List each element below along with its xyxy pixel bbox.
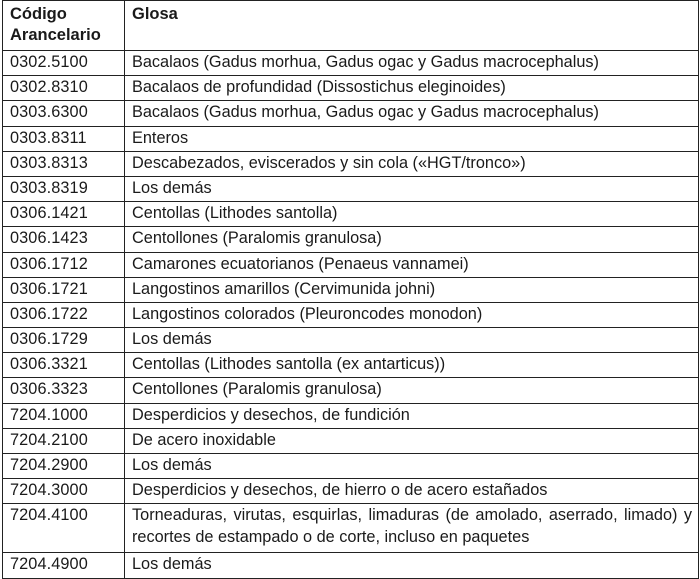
row-glosa: Centollones (Paralomis granulosa) [125, 227, 699, 252]
row-code: 0302.5100 [3, 51, 125, 76]
table-row [3, 328, 699, 353]
table-row [3, 378, 699, 403]
table-row [3, 176, 699, 201]
row-code: 0302.8310 [3, 76, 125, 101]
row-code: 7204.2900 [3, 454, 125, 479]
row-code: 0306.1421 [3, 202, 125, 227]
row-code: 7204.4100 [3, 504, 125, 553]
table-row [3, 403, 699, 428]
row-glosa: Langostinos colorados (Pleuroncodes monodon) [125, 302, 699, 327]
row-glosa: Los demás [125, 176, 699, 201]
row-code: 0306.3323 [3, 378, 125, 403]
row-glosa: Centollas (Lithodes santolla) [125, 202, 699, 227]
table-row [3, 353, 699, 378]
row-code: 0306.1729 [3, 328, 125, 353]
row-code: 0306.1423 [3, 227, 125, 252]
row-glosa: Los demás [125, 328, 699, 353]
row-code: 0303.8311 [3, 126, 125, 151]
table-row [3, 553, 699, 578]
table-row [3, 479, 699, 504]
row-code: 7204.2100 [3, 428, 125, 453]
row-glosa: Centollas (Lithodes santolla (ex antarticus)) [125, 353, 699, 378]
document-page [2, 0, 698, 575]
table-row [3, 302, 699, 327]
row-code: 0303.6300 [3, 101, 125, 126]
header-glosa: Glosa [125, 1, 699, 51]
table-row [3, 51, 699, 76]
row-code: 0306.1721 [3, 277, 125, 302]
row-code: 0306.3321 [3, 353, 125, 378]
row-code: 0306.1722 [3, 302, 125, 327]
header-codigo-arancelario: Código Arancelario [3, 1, 125, 51]
row-code: 7204.1000 [3, 403, 125, 428]
row-code: 7204.3000 [3, 479, 125, 504]
row-glosa: Desperdicios y desechos, de fundición [125, 403, 699, 428]
table-row [3, 101, 699, 126]
row-code: 0303.8313 [3, 151, 125, 176]
table-row [3, 504, 699, 553]
row-glosa: Los demás [125, 454, 699, 479]
row-glosa: Bacalaos (Gadus morhua, Gadus ogac y Gadus macrocephalus) [125, 101, 699, 126]
row-glosa: Torneaduras, virutas, esquirlas, limaduras (de amolado, aserrado, limado) y recortes de estampado o de corte, incluso en paquetes [125, 504, 699, 553]
table-header-row [3, 1, 699, 51]
table-row [3, 252, 699, 277]
row-code: 0303.8319 [3, 176, 125, 201]
row-glosa: Bacalaos (Gadus morhua, Gadus ogac y Gadus macrocephalus) [125, 51, 699, 76]
table-row [3, 151, 699, 176]
row-glosa: Desperdicios y desechos, de hierro o de acero estañados [125, 479, 699, 504]
row-glosa: Enteros [125, 126, 699, 151]
table-row [3, 277, 699, 302]
row-glosa: Los demás [125, 553, 699, 578]
row-glosa: Bacalaos de profundidad (Dissostichus eleginoides) [125, 76, 699, 101]
table-row [3, 126, 699, 151]
table-row [3, 202, 699, 227]
table-row [3, 428, 699, 453]
row-glosa: Descabezados, eviscerados y sin cola («HGT/tronco») [125, 151, 699, 176]
row-glosa: Centollones (Paralomis granulosa) [125, 378, 699, 403]
table-row [3, 76, 699, 101]
table-row [3, 227, 699, 252]
row-code: 0306.1712 [3, 252, 125, 277]
tariff-table [2, 0, 699, 579]
table-row [3, 454, 699, 479]
row-glosa: Camarones ecuatorianos (Penaeus vannamei) [125, 252, 699, 277]
row-code: 7204.4900 [3, 553, 125, 578]
row-glosa: Langostinos amarillos (Cervimunida johni) [125, 277, 699, 302]
row-glosa: De acero inoxidable [125, 428, 699, 453]
